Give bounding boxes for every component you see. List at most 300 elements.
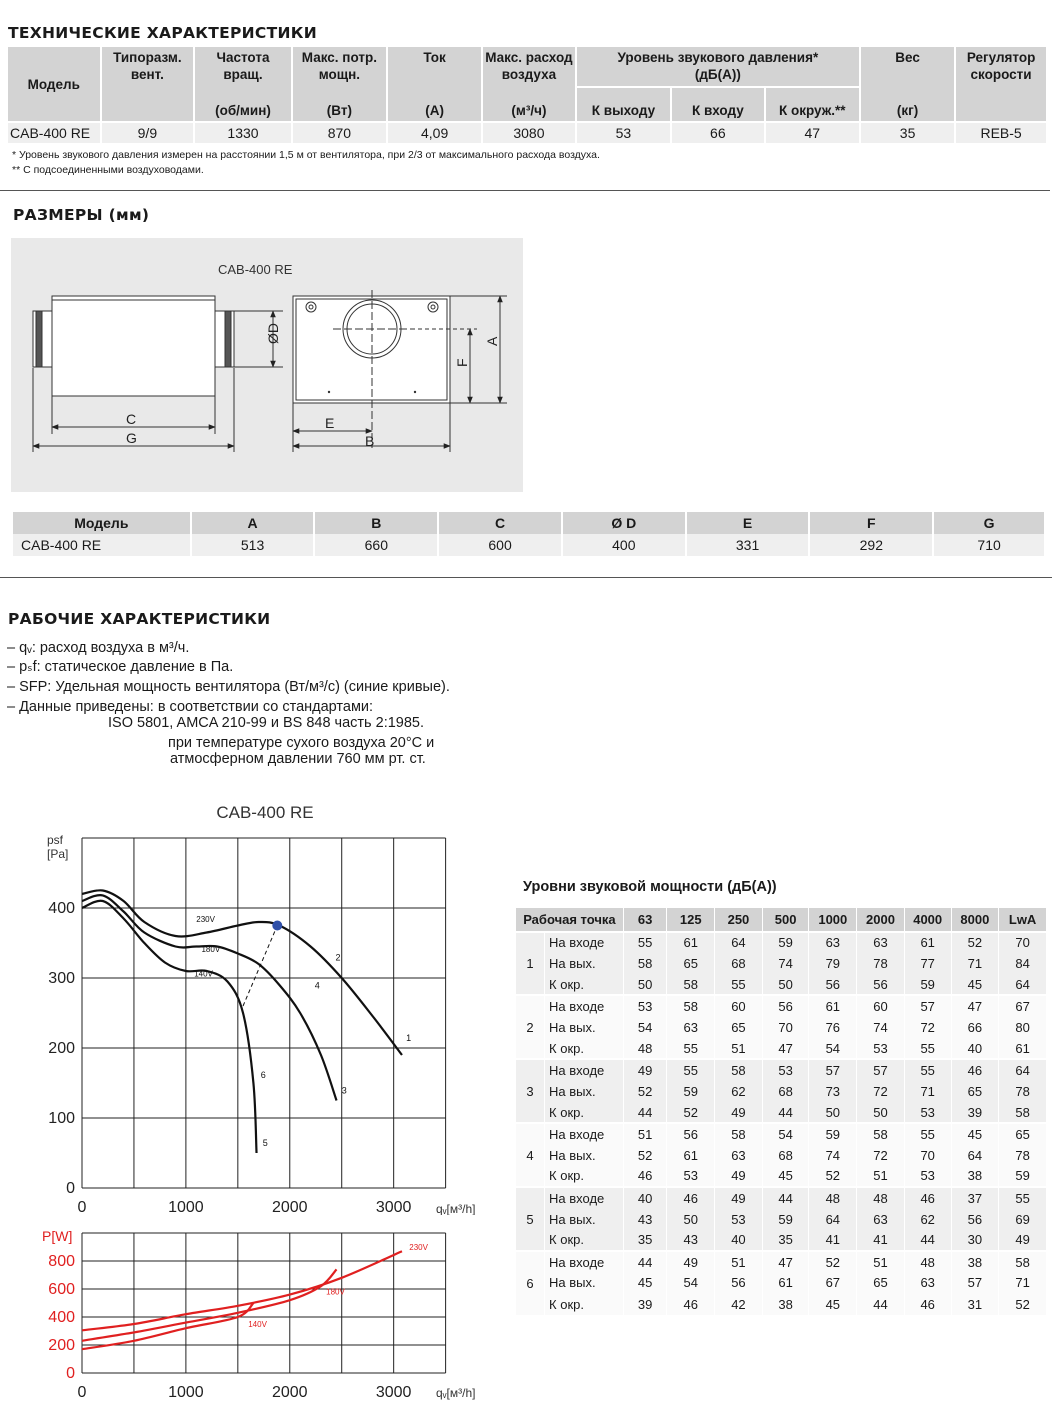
sound-cell: 52 [623,1144,667,1165]
front-dot-right [414,391,416,393]
sound-cell: 54 [623,1017,667,1038]
series-label-230V: 230V [409,1242,428,1252]
sound-row-label: На вых. [545,953,624,974]
sound-cell: 55 [623,932,667,953]
curve-number-label: 5 [262,1138,268,1148]
cell-power: 870 [292,122,387,143]
col-current-label: Ток [423,50,446,65]
sound-cell: 52 [999,1294,1047,1315]
curve-number-label: 3 [341,1085,347,1096]
sound-row-label: На входе [545,1187,624,1208]
sound-cell: 35 [762,1230,809,1251]
sound-cell: 68 [715,953,763,974]
dims-col-a: A [191,512,315,534]
x-tick-label: 0 [77,1199,87,1215]
series-label-230V: 230V [196,915,215,924]
sound-cell: 46 [667,1187,715,1208]
sound-cell: 47 [762,1038,809,1059]
sound-cell: 46 [904,1187,951,1208]
sound-cell: 63 [715,1144,763,1165]
y-tick-label: 400 [48,900,75,917]
power-y-label: P[W] [42,1228,73,1244]
perf-line-4: – Данные приведены: в соответствии со стандартами: [7,699,374,715]
sound-row-label: На входе [545,995,624,1016]
series-label-140V: 140V [194,969,213,979]
sound-table [515,907,1047,1315]
sound-cell: 59 [904,974,951,995]
sound-row [516,1230,1047,1251]
sound-row-label: На входе [545,1251,624,1272]
y-tick-label: 400 [48,1309,75,1326]
sound-cell: 55 [667,1059,715,1080]
col-sound-out: К выходу [576,87,671,122]
sound-cell: 70 [904,1144,951,1165]
sound-cell: 54 [762,1123,809,1144]
sound-cell: 78 [999,1144,1047,1165]
dim-letter-a: A [484,336,500,346]
col-airflow-unit: (м³/ч) [511,103,547,118]
sound-row-label: На входе [545,1123,624,1144]
sound-cell: 74 [809,1144,857,1165]
dims-cell-g: 710 [933,534,1045,556]
sound-cell: 59 [667,1081,715,1102]
sound-cell: 57 [857,1059,905,1080]
cell-type: 9/9 [101,122,195,143]
dims-col-e: E [686,512,810,534]
sound-cell: 57 [951,1272,999,1293]
sound-cell: 58 [667,974,715,995]
col-model: Модель [7,46,101,122]
x-tick-label: 1000 [168,1199,204,1215]
pressure-ticks [48,900,411,1215]
sound-cell: 46 [667,1294,715,1315]
sound-col-5: 1000 [809,908,857,932]
dims-table [11,512,1046,556]
pressure-grid [82,838,446,1188]
sound-row-label: К окр. [545,1102,624,1123]
sound-cell: 56 [857,974,905,995]
sound-cell: 72 [857,1144,905,1165]
sound-row [516,953,1047,974]
col-sound-in: К входу [671,87,764,122]
dims-cell-d: 400 [562,534,686,556]
sound-cell: 50 [857,1102,905,1123]
sound-cell: 64 [999,1059,1047,1080]
sound-cell: 58 [715,1059,763,1080]
y-axis-label-unit: [Pa] [47,847,69,861]
dims-col-d: Ø D [562,512,686,534]
perf-line-5: ISO 5801, AMCA 210-99 и BS 848 часть 2:1985. [108,715,425,731]
sound-cell: 40 [623,1187,667,1208]
col-weight [860,46,955,122]
sound-point: 1 [516,932,545,996]
sound-title: Уровни звуковой мощности (дБ(А)) [523,879,777,895]
sound-cell: 58 [857,1123,905,1144]
sound-cell: 68 [762,1144,809,1165]
sound-cell: 53 [667,1166,715,1187]
sound-cell: 54 [809,1038,857,1059]
sound-cell: 78 [857,953,905,974]
sound-cell: 44 [762,1102,809,1123]
sound-cell: 53 [715,1208,763,1229]
col-freq [194,46,291,122]
sound-col-9: LwA [999,908,1047,932]
sound-cell: 55 [904,1123,951,1144]
series-line-180V [82,895,337,1100]
sound-cell: 59 [809,1123,857,1144]
col-airflow-label: Макс. расход воздуха [485,50,573,82]
cell-regulator: REB-5 [955,122,1047,143]
sound-cell: 64 [951,1144,999,1165]
y-axis-label-top: psf [47,833,64,847]
cell-sound-env: 47 [765,122,861,143]
sound-cell: 47 [762,1251,809,1272]
series-line-180V [82,1269,337,1340]
sound-cell: 65 [857,1272,905,1293]
front-dot-left [328,391,330,393]
cell-airflow: 3080 [482,122,576,143]
col-current [387,46,482,122]
sound-cell: 49 [623,1059,667,1080]
sound-cell: 46 [951,1059,999,1080]
sound-cell: 61 [667,1144,715,1165]
side-view [33,296,283,452]
col-freq-unit: (об/мин) [215,103,271,118]
sound-cell: 58 [999,1102,1047,1123]
sound-cell: 58 [999,1251,1047,1272]
sound-cell: 61 [762,1272,809,1293]
sound-cell: 58 [715,1123,763,1144]
sound-cell: 70 [762,1017,809,1038]
sound-cell: 44 [762,1187,809,1208]
series-line-230V [82,1251,402,1330]
sound-cell: 60 [715,995,763,1016]
sound-point: 5 [516,1187,545,1251]
spec-table [6,45,1048,143]
y-tick-label: 0 [66,1180,75,1197]
sound-row-label: На вых. [545,1272,624,1293]
sound-cell: 60 [857,995,905,1016]
pressure-series [82,890,402,1153]
sound-cell: 44 [623,1102,667,1123]
power-chart [0,1225,500,1405]
col-weight-label: Вес [895,50,920,65]
perf-title: РАБОЧИЕ ХАРАКТЕРИСТИКИ [8,610,271,628]
sound-row [516,1187,1047,1208]
sound-cell: 52 [809,1251,857,1272]
sound-cell: 53 [623,995,667,1016]
sound-cell: 63 [857,1208,905,1229]
dim-letter-c: C [126,411,137,427]
sound-cell: 45 [623,1272,667,1293]
sound-cell: 61 [999,1038,1047,1059]
sound-col-4: 500 [762,908,809,932]
sound-cell: 78 [999,1081,1047,1102]
sound-cell: 71 [999,1272,1047,1293]
sound-cell: 52 [951,932,999,953]
sound-cell: 52 [667,1102,715,1123]
pressure-chart [0,795,500,1215]
col-sound: Уровень звукового давления* (дБ(А)) [576,46,860,87]
sound-col-0: Рабочая точка [516,908,624,932]
divider-2 [0,577,1052,578]
sound-cell: 45 [809,1294,857,1315]
series-line-230V [82,890,402,1055]
sound-point: 6 [516,1251,545,1315]
sound-cell: 80 [999,1017,1047,1038]
cell-sound-out: 53 [576,122,671,143]
series-label-140V: 140V [248,1319,267,1329]
sound-cell: 40 [951,1038,999,1059]
sound-col-6: 2000 [857,908,905,932]
sound-cell: 58 [623,953,667,974]
col-airflow [482,46,576,122]
sound-cell: 42 [715,1294,763,1315]
dims-col-c: C [438,512,562,534]
sound-cell: 63 [809,932,857,953]
sound-cell: 63 [857,932,905,953]
sound-row [516,1251,1047,1272]
sound-cell: 63 [904,1272,951,1293]
col-sound-env: К окруж.** [765,87,861,122]
sound-cell: 41 [809,1230,857,1251]
sound-cell: 57 [809,1059,857,1080]
sound-cell: 38 [951,1166,999,1187]
sound-cell: 46 [904,1294,951,1315]
sound-cell: 58 [667,995,715,1016]
sound-cell: 79 [809,953,857,974]
sound-cell: 49 [999,1230,1047,1251]
sound-cell: 53 [762,1059,809,1080]
y-tick-label: 0 [66,1365,75,1382]
sound-row [516,1123,1047,1144]
sound-row [516,1059,1047,1080]
sound-cell: 59 [762,1208,809,1229]
sound-row-label: На вых. [545,1081,624,1102]
sound-cell: 49 [715,1187,763,1208]
dims-cell-e: 331 [686,534,810,556]
sound-row-label: К окр. [545,1294,624,1315]
sound-cell: 39 [623,1294,667,1315]
perf-line-1: – qᵥ: расход воздуха в м³/ч. [7,640,190,656]
sound-cell: 40 [715,1230,763,1251]
sound-cell: 74 [857,1017,905,1038]
sound-cell: 55 [904,1038,951,1059]
sound-cell: 51 [623,1123,667,1144]
dims-col-b: B [314,512,438,534]
sound-cell: 49 [715,1166,763,1187]
footnote-1: * Уровень звукового давления измерен на расстоянии 1,5 м от вентилятора, при 2/3 от максимального расхода воздуха. [12,149,600,161]
sound-cell: 76 [809,1017,857,1038]
dims-cell-f: 292 [809,534,933,556]
sound-cell: 51 [715,1038,763,1059]
sound-row [516,932,1047,953]
sound-row-label: На входе [545,1059,624,1080]
x-tick-label: 2000 [271,1199,308,1215]
sound-cell: 35 [623,1230,667,1251]
y-tick-label: 600 [48,1281,75,1298]
sound-cell: 65 [951,1081,999,1102]
sound-cell: 45 [951,1123,999,1144]
sound-cell: 48 [904,1251,951,1272]
sound-cell: 55 [667,1038,715,1059]
sound-cell: 56 [951,1208,999,1229]
dims-col-g: G [933,512,1045,534]
sound-cell: 56 [762,995,809,1016]
sound-col-7: 4000 [904,908,951,932]
sound-cell: 49 [715,1102,763,1123]
dims-col-f: F [809,512,933,534]
sound-cell: 55 [999,1187,1047,1208]
sound-cell: 72 [904,1017,951,1038]
col-type-label: Типоразм. вент. [113,50,182,82]
sound-cell: 57 [904,995,951,1016]
dim-letter-d: ØD [265,323,281,344]
sound-row [516,1166,1047,1187]
sound-cell: 52 [809,1166,857,1187]
sound-cell: 71 [904,1081,951,1102]
sound-cell: 44 [904,1230,951,1251]
col-freq-label: Частота вращ. [216,50,270,82]
series-line-140V [82,901,257,1153]
y-tick-label: 200 [48,1337,75,1354]
sound-row-label: На входе [545,932,624,953]
sound-cell: 56 [667,1123,715,1144]
dims-cell-c: 600 [438,534,562,556]
sound-row [516,1017,1047,1038]
sound-cell: 43 [667,1230,715,1251]
sound-cell: 63 [667,1017,715,1038]
dims-row [12,534,1045,556]
x-tick-label: 3000 [375,1199,412,1215]
sound-cell: 56 [809,974,857,995]
sound-cell: 53 [904,1102,951,1123]
chart-title: CAB-400 RE [216,803,314,822]
cell-freq: 1330 [194,122,291,143]
x-tick-label: 2000 [271,1384,308,1401]
sound-cell: 51 [857,1251,905,1272]
y-tick-label: 100 [48,1110,75,1127]
sound-row [516,1208,1047,1229]
x-tick-label: 1000 [168,1384,204,1401]
sound-cell: 55 [715,974,763,995]
x-tick-label: 3000 [375,1384,412,1401]
dim-letter-f: F [454,358,470,367]
curve-number-label: 4 [314,980,320,991]
tech-title: ТЕХНИЧЕСКИЕ ХАРАКТЕРИСТИКИ [8,24,317,42]
sound-cell: 66 [951,1017,999,1038]
sound-row-label: На вых. [545,1208,624,1229]
divider [0,190,1050,191]
dims-cell-b: 660 [314,534,438,556]
col-power-label: Макс. потр. мощн. [301,50,377,82]
sound-cell: 41 [857,1230,905,1251]
sound-cell: 59 [762,932,809,953]
perf-line-6: при температуре сухого воздуха 20°C и [168,735,435,751]
series-label-180V: 180V [201,945,221,955]
cell-weight: 35 [860,122,955,143]
sound-row [516,974,1047,995]
sound-cell: 52 [623,1081,667,1102]
sound-cell: 50 [809,1102,857,1123]
sound-cell: 45 [951,974,999,995]
dim-letter-g: G [126,430,137,446]
dims-title: РАЗМЕРЫ (мм) [13,206,150,224]
power-x-label: qᵥ[м³/h] [436,1386,476,1400]
footnote-2: ** С подсоединенными воздуховодами. [12,164,204,176]
sound-cell: 67 [999,995,1047,1016]
sound-cell: 48 [809,1187,857,1208]
sound-col-8: 8000 [951,908,999,932]
perf-line-2: – pₛf: статическое давление в Па. [7,659,234,675]
col-regulator: Регулятор скорости [955,46,1047,122]
sound-cell: 54 [667,1272,715,1293]
sound-cell: 61 [809,995,857,1016]
operating-point [272,921,282,931]
sound-cell: 68 [762,1081,809,1102]
sound-row [516,1102,1047,1123]
sound-cell: 45 [762,1166,809,1187]
sound-cell: 50 [762,974,809,995]
dim-letter-b: B [365,433,375,449]
sound-row-label: К окр. [545,974,624,995]
col-weight-unit: (кг) [896,103,919,118]
y-tick-label: 300 [48,970,75,987]
y-tick-label: 800 [48,1253,75,1270]
sound-point: 2 [516,995,545,1059]
sound-col-2: 125 [667,908,715,932]
sound-point: 4 [516,1123,545,1187]
drawing-label: CAB-400 RE [218,262,293,277]
dims-col-model: Модель [12,512,191,534]
sound-cell: 30 [951,1230,999,1251]
sound-cell: 47 [951,995,999,1016]
sound-cell: 71 [951,953,999,974]
curve-number-label: 1 [406,1033,412,1043]
sound-cell: 70 [999,932,1047,953]
sound-row-label: К окр. [545,1166,624,1187]
sound-cell: 61 [904,932,951,953]
sound-cell: 39 [951,1102,999,1123]
sound-row-label: На вых. [545,1017,624,1038]
sound-cell: 65 [715,1017,763,1038]
sound-cell: 72 [857,1081,905,1102]
sound-cell: 50 [623,974,667,995]
dims-cell-a: 513 [191,534,315,556]
sound-cell: 51 [715,1251,763,1272]
sound-cell: 31 [951,1294,999,1315]
operating-line [243,926,277,1007]
sound-cell: 48 [857,1187,905,1208]
series-label-180V: 180V [326,1287,345,1297]
sound-cell: 56 [715,1272,763,1293]
col-power-unit: (Вт) [326,103,352,118]
y-tick-label: 200 [48,1040,75,1057]
col-power [292,46,387,122]
sound-cell: 64 [809,1208,857,1229]
sound-cell: 77 [904,953,951,974]
sound-row [516,1038,1047,1059]
sound-cell: 65 [667,953,715,974]
sound-cell: 73 [809,1081,857,1102]
sound-row [516,1294,1047,1315]
sound-cell: 61 [667,932,715,953]
cell-current: 4,09 [387,122,482,143]
dims-drawing [11,238,523,492]
sound-cell: 67 [809,1272,857,1293]
sound-cell: 48 [623,1038,667,1059]
sound-cell: 46 [623,1166,667,1187]
